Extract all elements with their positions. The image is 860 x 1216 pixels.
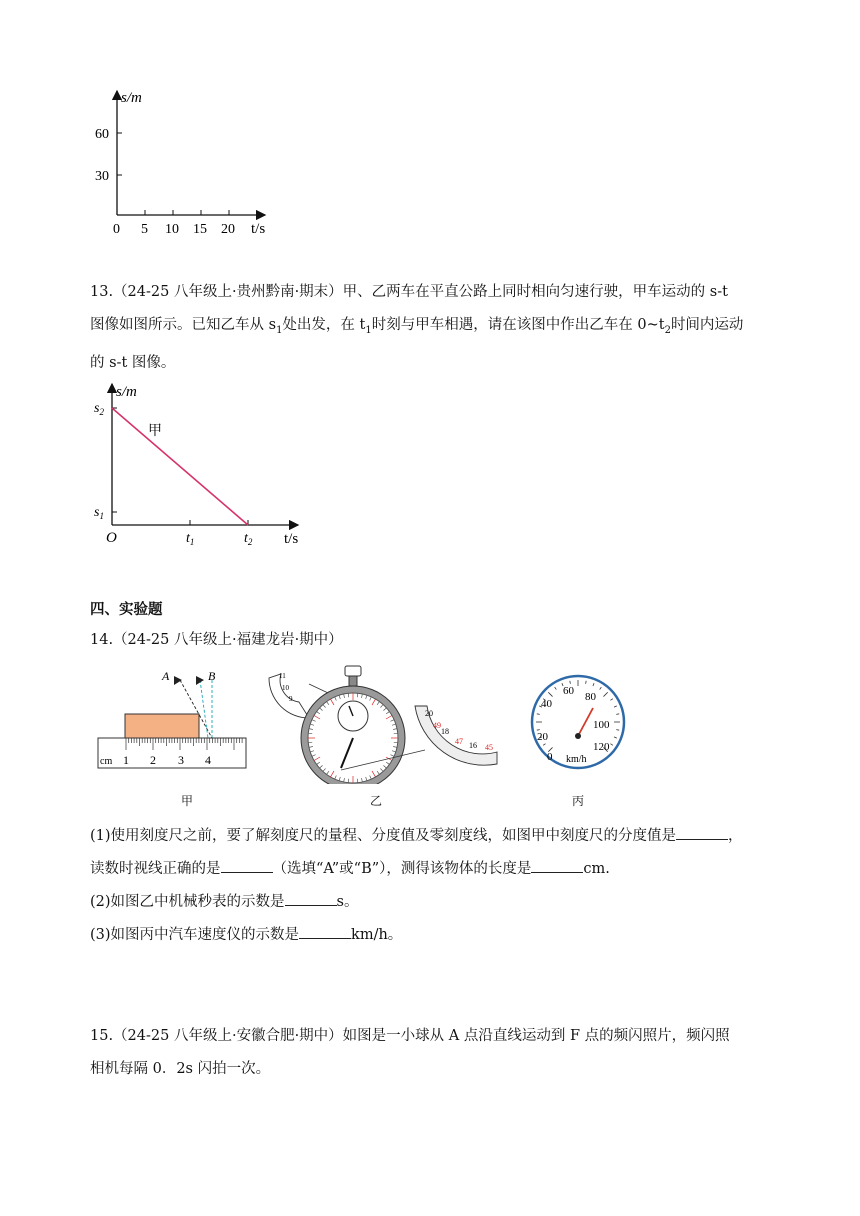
y-tick-label-30: 30 [95,169,109,184]
zoom-outer-16: 16 [469,741,477,750]
stopwatch-stem [349,676,357,686]
answer-blank-4[interactable] [285,891,337,906]
zoom-outer-18: 18 [441,727,449,736]
series-jia-line [112,408,248,525]
ruler-tick-4: 4 [205,753,211,767]
x-tick-label-10: 10 [165,222,179,237]
measured-block [125,714,199,738]
speedometer-figure [529,670,627,774]
zoom-outer-20: 20 [425,709,433,718]
label-a: A [162,669,170,683]
ruler-figure [96,666,250,776]
q13-st-graph [90,378,320,548]
y-axis-label: s/m [121,90,142,106]
label-b: B [208,669,216,683]
speed-40: 40 [541,698,552,710]
x-tick-label-5: 5 [141,222,148,237]
ruler-unit: cm [100,756,113,767]
stopwatch-crown [345,666,361,676]
s2-label: $s_2$ [94,401,104,417]
q14-subquestions: (1)使用刻度尺之前，要了解刻度尺的量程、分度值及零刻度线，如图甲中刻度尺的分度值是 ， 读数时视线正确的是 （选填“A”或“B”），测得该物体的长度是 cm. (2)如图乙中机械秒表的示数是 s。 (3)如图丙中汽车速度仪的示数是 km/h。 [90,820,780,952]
x-tick-label-20: 20 [221,222,235,237]
stopwatch-figure [265,664,501,784]
needle-hub [575,733,581,739]
answer-blank-1[interactable] [676,825,728,840]
origin-label: O [106,530,117,546]
section-title: 四、实验题 [90,602,163,618]
answer-blank-3[interactable] [531,858,583,873]
zoom-outer-49: 49 [433,721,441,730]
speed-80: 80 [585,691,596,703]
speed-0: 0 [547,751,553,763]
q14-header: 14.（24-25 八年级上·福建龙岩·期中） [90,632,343,648]
fig-label-yi: 乙 [370,794,383,808]
y-axis-label: s/m [116,384,137,400]
answer-blank-2[interactable] [221,858,273,873]
zoom-outer-45: 45 [485,743,493,752]
series-jia-label: 甲 [148,424,162,439]
ruler-tick-2: 2 [150,753,156,767]
x-axis-label: t/s [251,221,266,237]
q15-text: 15.（24-25 八年级上·安徽合肥·期中）如图是一小球从 A 点沿直线运动到 F 点的频闪照片，频闪照 相机每隔 0．2s 闪拍一次。 [90,1028,730,1077]
eye-b-icon [196,676,204,685]
eye-a-icon [174,676,182,685]
s1-label: $s_1$ [94,505,104,521]
ruler-tick-3: 3 [178,753,184,767]
answer-blank-5[interactable] [299,924,351,939]
x-tick-label-15: 15 [193,222,207,237]
speed-120: 120 [593,741,610,753]
speed-100: 100 [593,719,610,731]
y-tick-label-60: 60 [95,127,109,142]
zoom-inner-11: 11 [279,672,286,680]
q13-text: 13.（24-25 八年级上·贵州黔南·期末）甲、乙两车在平直公路上同时相向匀速行驶，甲车运动的 s-t 图像如图所示。已知乙车从 $s_1$处出发，在 $t_1$时刻与甲车相遇，请在该图中作出乙车在 $0\sim t_2$时间内运动 的 s-t 图像。 [90,284,744,371]
t1-label: $t_1$ [186,531,195,547]
speed-20: 20 [537,731,548,743]
ruler-tick-1: 1 [123,753,129,767]
x-axis-label: t/s [284,531,299,547]
fig-label-bing: 丙 [572,794,585,808]
speed-unit: km/h [566,754,587,765]
empty-st-graph [95,85,285,245]
speed-60: 60 [563,685,574,697]
zoom-outer-47: 47 [455,737,463,746]
t2-label: $t_2$ [244,531,253,547]
zoom-inner-9: 9 [289,695,293,703]
x-tick-label-0: 0 [113,222,120,237]
fig-label-jia: 甲 [181,794,194,808]
zoom-inner-10: 10 [282,684,289,692]
